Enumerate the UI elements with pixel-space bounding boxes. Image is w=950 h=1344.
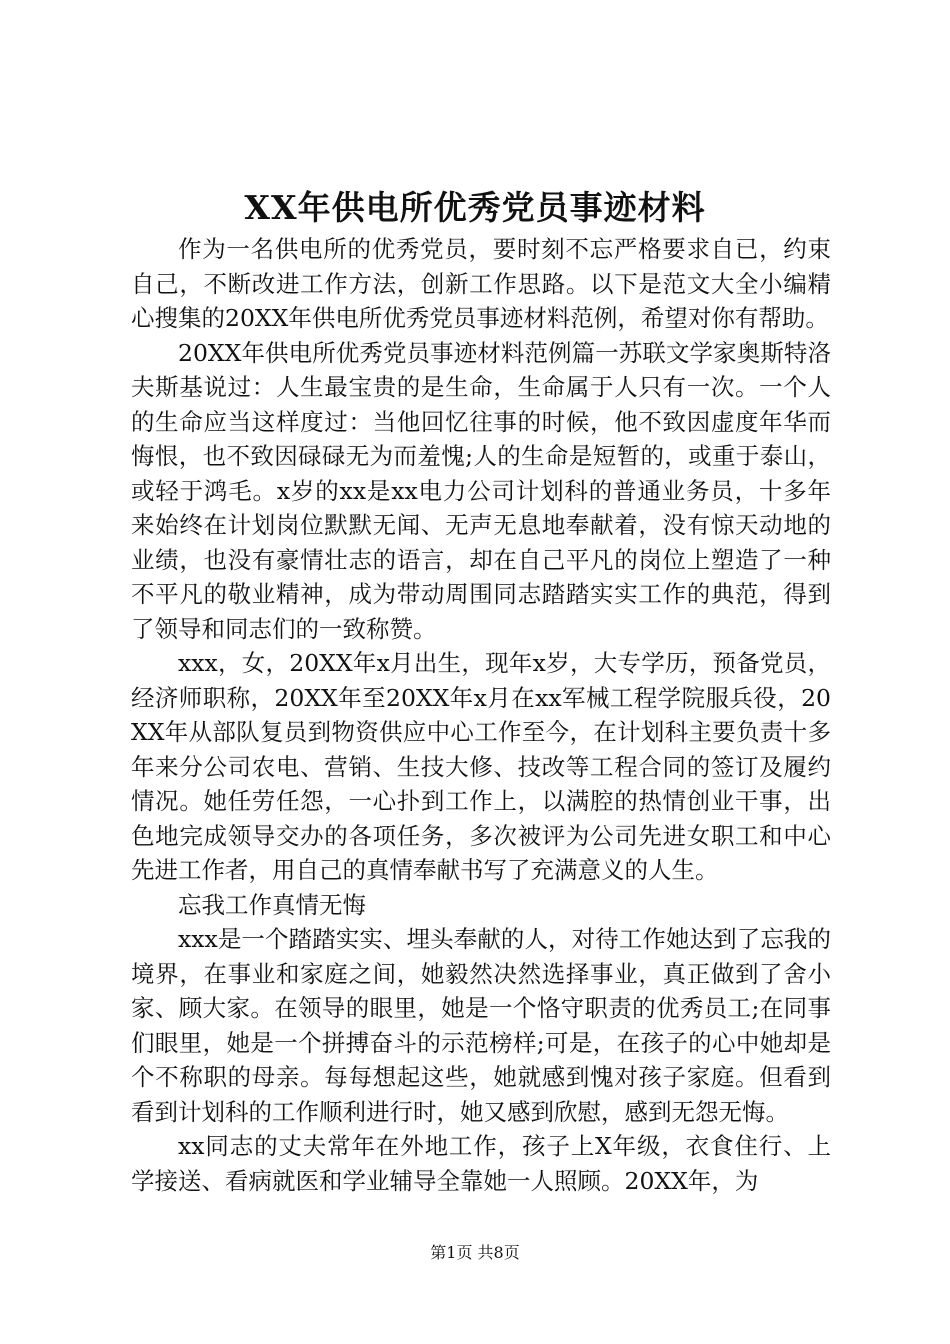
document-body [131,232,831,1198]
section-heading: 忘我工作真情无悔 [178,890,366,919]
paragraph-profile: xxx，女，20XX年x月出生，现年x岁，大专学历，预备党员，经济师职称，20XX年至20XX年x月在xx军械工程学院服兵役，20XX年从部队复员到物资供应中心工作至今，在计划科主要负责十多年来分公司农电、营销、生技大修、技改等工程合同的签订及履约情况。她任劳任怨，一心扑到工作上，以满腔的热情创业干事，出色地完成领导交办的各项任务，多次被评为公司先进女职工和中心先进工作者，用自己的真情奉献书写了充满意义的人生。 [131,649,831,884]
paragraph-family: xx同志的丈夫常年在外地工作，孩子上X年级，衣食住行、上学接送、看病就医和学业辅导全靠她一人照顾。20XX年，为 [131,1132,831,1195]
paragraph-intro: 作为一名供电所的优秀党员，要时刻不忘严格要求自已，约束自己，不断改进工作方法，创新工作思路。以下是范文大全小编精心搜集的20XX年供电所优秀党员事迹材料范例，希望对你有帮助。 [131,235,831,332]
page-number-footer: 第1页 共8页 [430,1243,520,1262]
paragraph-example-one: 20XX年供电所优秀党员事迹材料范例篇一苏联文学家奥斯特洛夫斯基说过：人生最宝贵的是生命，生命属于人只有一次。一个人的生命应当这样度过：当他回忆往事的时候，他不致因虚度年华而悔恨，也不致因碌碌无为而羞愧;人的生命是短暂的，或重于泰山，或轻于鸿毛。x岁的xx是xx电力公司计划科的普通业务员，十多年来始终在计划岗位默默无闻、无声无息地奉献着，没有惊天动地的业绩，也没有豪情壮志的语言，却在自己平凡的岗位上塑造了一种不平凡的敬业精神，成为带动周围同志踏踏实实工作的典范，得到了领导和同志们的一致称赞。 [131,338,831,643]
document-title: XX年供电所优秀党员事迹材料 [244,188,706,227]
paragraph-dedication: xxx是一个踏踏实实、埋头奉献的人，对待工作她达到了忘我的境界，在事业和家庭之间，她毅然决然选择事业，真正做到了舍小家、顾大家。在领导的眼里，她是一个恪守职责的优秀员工;在同事们眼里，她是一个拼搏奋斗的示范榜样;可是，在孩子的心中她却是个不称职的母亲。每每想起这些，她就感到愧对孩子家庭。但看到看到计划科的工作顺利进行时，她又感到欣慰，感到无怨无悔。 [131,925,831,1126]
